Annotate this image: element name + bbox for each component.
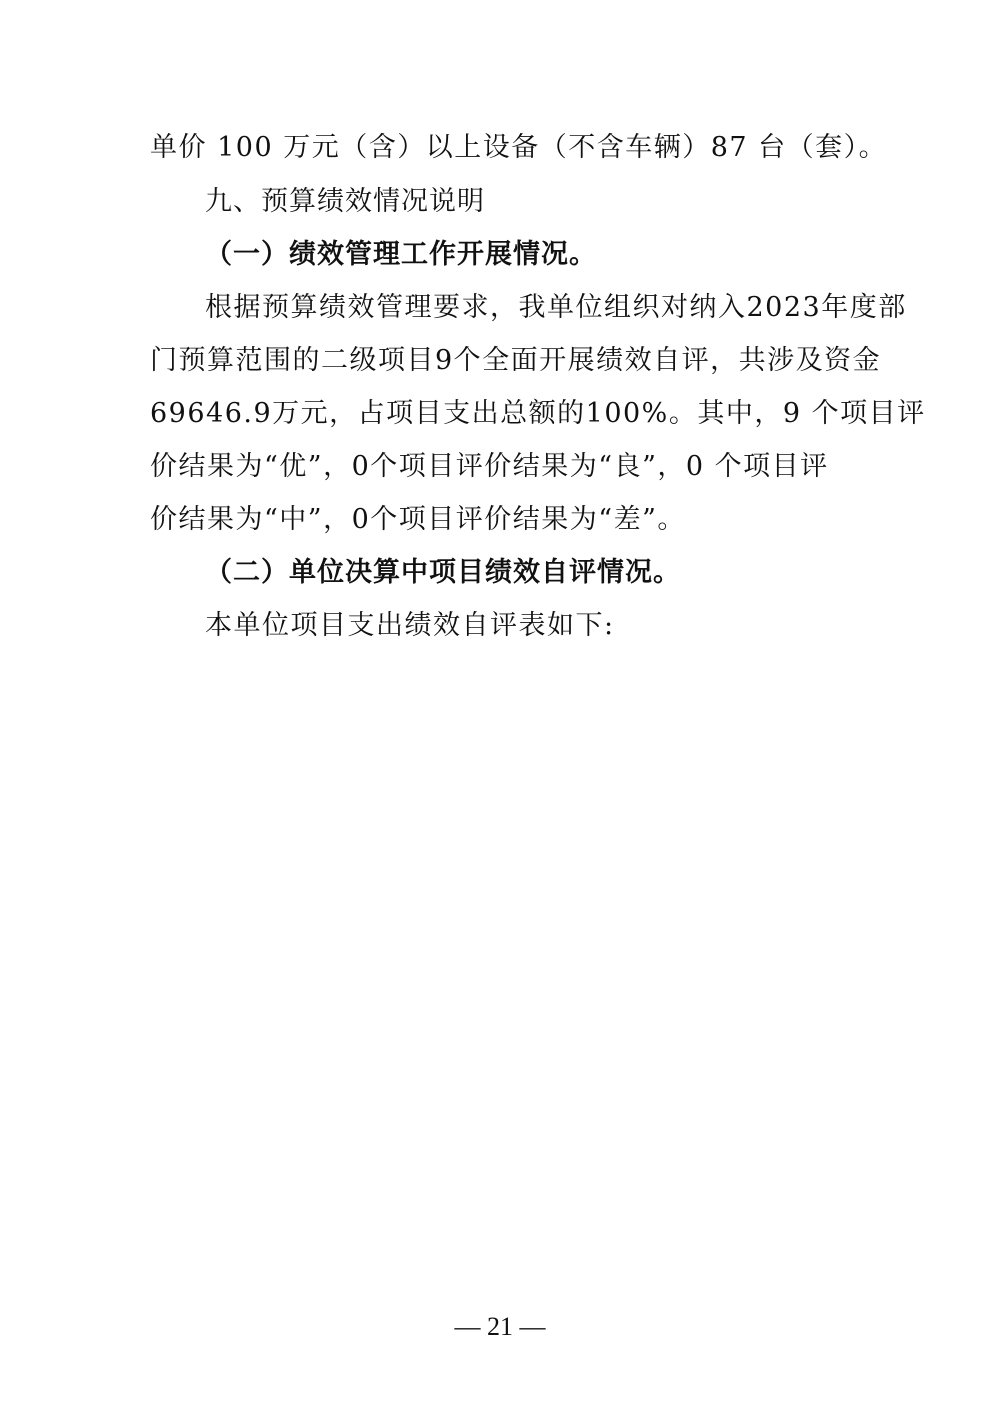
paragraph-line: 69646.9万元，占项目支出总额的100%。其中，9 个项目评 — [150, 398, 926, 429]
paragraph-line: 根据预算绩效管理要求，我单位组织对纳入2023年度部 — [205, 292, 907, 323]
subsection-heading: （一）绩效管理工作开展情况。 — [205, 239, 597, 270]
paragraph-line: 本单位项目支出绩效自评表如下: — [205, 610, 615, 641]
section-heading: 九、预算绩效情况说明 — [205, 186, 485, 217]
subsection-heading: （二）单位决算中项目绩效自评情况。 — [205, 557, 681, 588]
paragraph-line: 价结果为“中”，0个项目评价结果为“差”。 — [150, 504, 686, 535]
paragraph-line: 价结果为“优”，0个项目评价结果为“良”，0 个项目评 — [150, 451, 829, 482]
paragraph-line: 单价 100 万元（含）以上设备（不含车辆）87 台（套）。 — [150, 132, 888, 163]
page-number: — 21 — — [454, 1312, 546, 1341]
paragraph-line: 门预算范围的二级项目9个全面开展绩效自评，共涉及资金 — [150, 345, 882, 376]
